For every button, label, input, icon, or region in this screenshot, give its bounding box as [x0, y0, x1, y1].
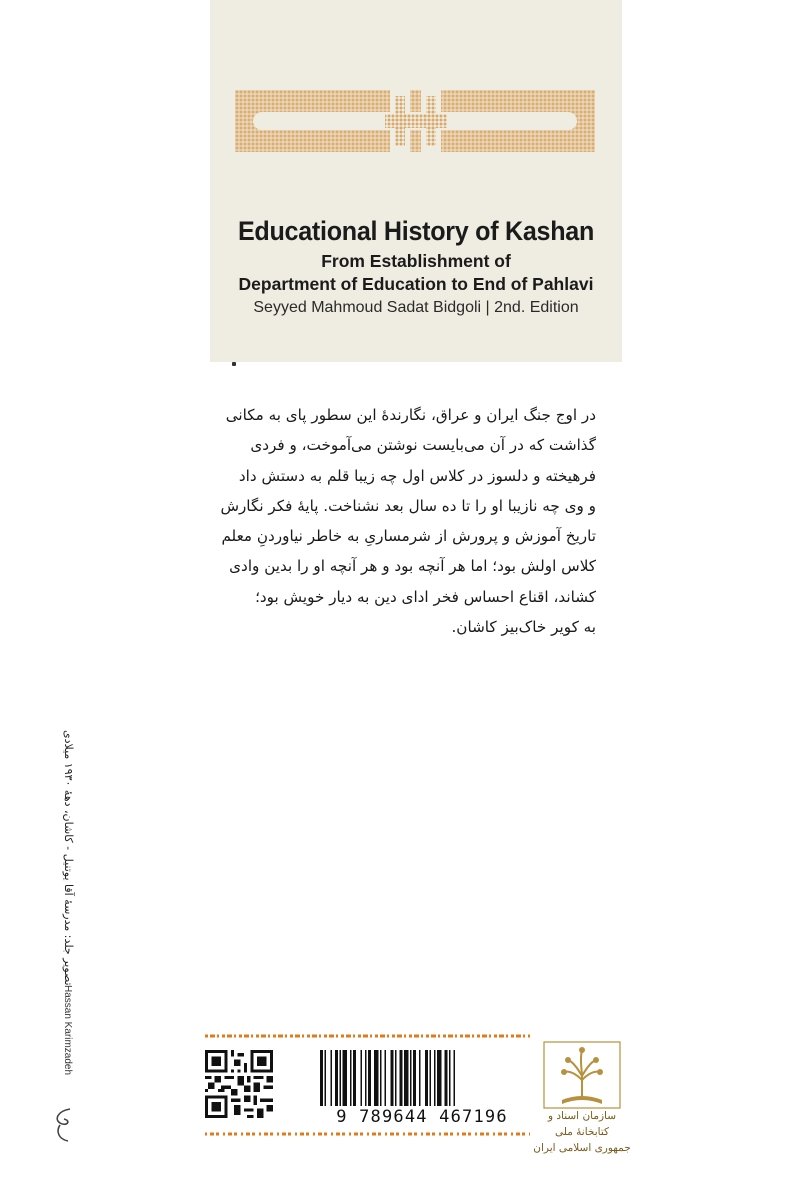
blurb-line: و وی چه نازیبا او را تا ده سال بعد نشناخت. پایهٔ فکر نگارش: [220, 496, 596, 515]
blurb-line: تاریخ آموزش و پرورش از شرمساریِ به خاطر نیاوردنِ معلم: [221, 527, 596, 546]
barcode-bar: [413, 1050, 416, 1106]
barcode-bar: [434, 1050, 436, 1106]
barcode-bar: [391, 1050, 394, 1106]
author-edition: Seyyed Mahmoud Sadat Bidgoli | 2nd. Edition: [253, 299, 579, 316]
dotted-rule-top: [205, 1032, 530, 1040]
cover-image-caption: تصویر جلد: مدرسهٔ آقا یوتنیل - کاشان، دههٔ ۱۹۳۰ میلادی: [62, 730, 75, 986]
barcode-bar: [425, 1050, 428, 1106]
ornament-emblem: [235, 86, 595, 156]
barcode-bar: [353, 1050, 356, 1106]
blurb-line: به کویر خاک‌بیز کاشان.: [451, 618, 596, 637]
publisher-name-line-2: جمهوری اسلامی ایران: [533, 1142, 631, 1154]
barcode-bar: [374, 1050, 379, 1106]
publisher-name: [530, 1108, 634, 1156]
barcode-bar: [400, 1050, 403, 1106]
barcode-bar: [335, 1050, 338, 1106]
blurb-line: گذاشت که در آن می‌بایست نوشتن می‌آموخت، و فردی: [250, 436, 596, 455]
barcode-bar: [325, 1050, 327, 1106]
barcode-bar: [350, 1050, 352, 1106]
book-title: Educational History of Kashan: [237, 216, 595, 246]
blurb-line: کلاس اولش بود؛ اما هر آنچه بود و هر آنچه او را بدین وادی: [229, 557, 596, 576]
barcode-bar: [419, 1050, 421, 1106]
designer-signature-icon: [48, 1105, 78, 1145]
designer-credit: Hassan Karimzadeh: [62, 985, 73, 1076]
barcode-bar: [331, 1050, 333, 1106]
blurb-line: کشاند، اقناع احساس فخر ادای دین به دیار خویش بود؛: [255, 587, 596, 606]
barcode-bar: [320, 1050, 323, 1106]
isbn-barcode: [318, 1050, 526, 1112]
torn-paper-edge: [210, 350, 622, 368]
barcode-bar: [449, 1050, 451, 1106]
barcode-bar: [395, 1050, 397, 1106]
barcode-bar: [343, 1050, 348, 1106]
barcode-bar: [410, 1050, 412, 1106]
isbn-number: 9 789644 467196: [336, 1107, 508, 1127]
barcode-bar: [361, 1050, 363, 1106]
barcode-bar: [404, 1050, 409, 1106]
barcode-bar: [430, 1050, 432, 1106]
blurb-line: فرهیخته و دلسوز در کلاس اول چه زیبا قلم به دستش داد: [238, 466, 596, 485]
barcode-bar: [340, 1050, 342, 1106]
back-cover-blurb: [178, 400, 596, 642]
barcode-bar: [437, 1050, 442, 1106]
barcode-bar: [454, 1050, 456, 1106]
book-subtitle-line-1: From Establishment of: [321, 251, 511, 271]
book-subtitle-line-2: Department of Education to End of Pahlavi: [238, 274, 594, 294]
blurb-line: در اوج جنگ ایران و عراق، نگارندهٔ این سطور پای به مکانی: [225, 406, 596, 424]
english-title-block: [210, 212, 622, 320]
publisher-name-line-1: سازمان اسناد و کتابخانهٔ ملی: [547, 1110, 617, 1138]
dotted-rule-bottom: [205, 1130, 530, 1138]
barcode-bar: [445, 1050, 448, 1106]
barcode-bar: [385, 1050, 387, 1106]
print-speck: [232, 362, 236, 366]
barcode-bar: [365, 1050, 367, 1106]
barcode-bar: [368, 1050, 371, 1106]
barcode-bar: [380, 1050, 382, 1106]
qr-code: [205, 1050, 273, 1118]
